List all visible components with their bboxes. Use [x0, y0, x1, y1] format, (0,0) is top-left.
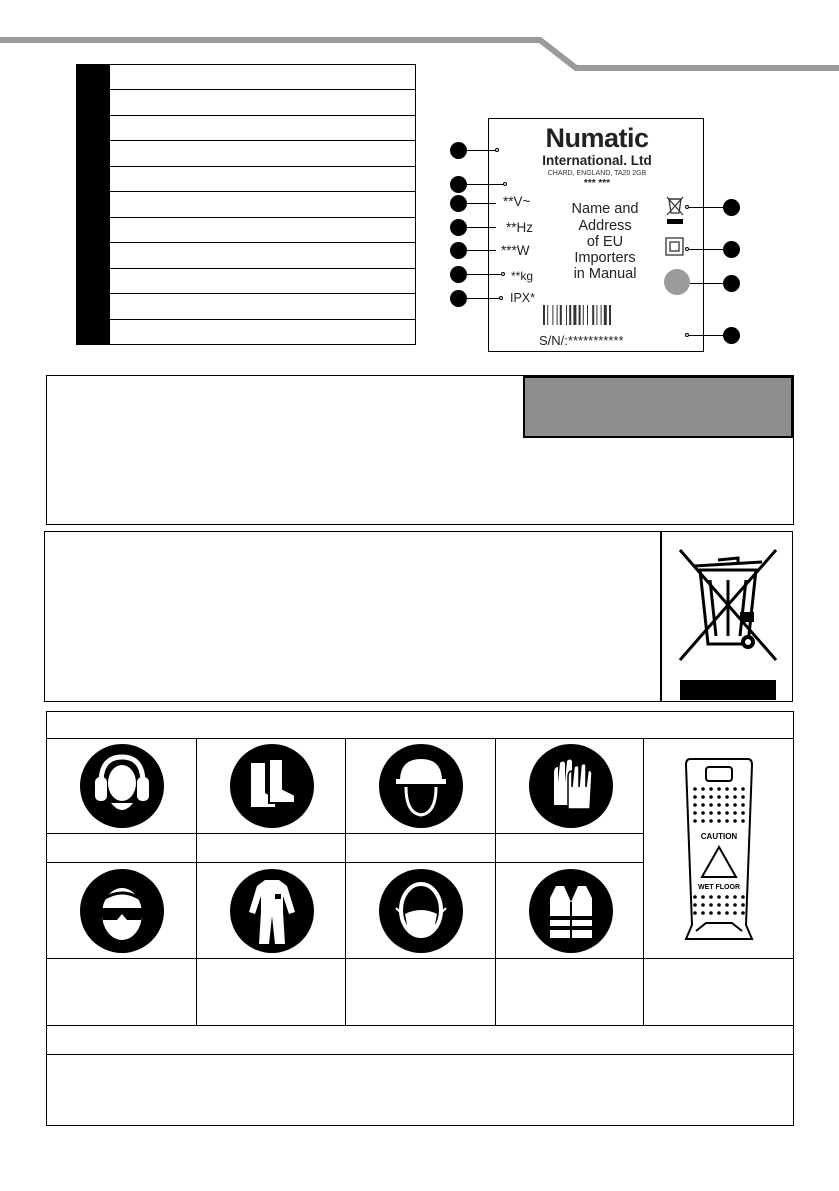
grey-disc-mark	[664, 269, 690, 295]
sign-hole	[701, 903, 705, 907]
sign-hole	[725, 795, 729, 799]
sign-hole	[725, 895, 729, 899]
sign-hole	[693, 819, 697, 823]
ppe-label-cell	[46, 958, 197, 1026]
serial-number: S/N/:***********	[539, 333, 624, 348]
callout-badge	[450, 195, 467, 212]
spec-table-row	[110, 243, 415, 268]
ppe-footer-notes	[46, 1054, 794, 1126]
sign-hole	[701, 803, 705, 807]
sign-hole	[701, 895, 705, 899]
sign-hole	[733, 895, 737, 899]
importer-line: of EU	[586, 234, 624, 250]
leader-line	[688, 335, 724, 336]
sign-hole	[717, 795, 721, 799]
hi-vis-vest-icon	[528, 868, 614, 954]
ip-rating-label: IPX*	[510, 291, 536, 305]
weee-mini-icon	[665, 195, 685, 225]
spec-table-row	[110, 192, 415, 217]
grey-header-tab	[523, 376, 793, 438]
sign-hole	[725, 787, 729, 791]
sign-hole	[693, 787, 697, 791]
importer-line: in Manual	[573, 266, 637, 282]
ear-protection-icon	[79, 743, 165, 829]
crossed-out-wheelie-bin-icon	[670, 540, 786, 700]
ppe-label-cell	[196, 833, 346, 863]
barcode-bar	[566, 305, 567, 325]
sign-hole	[693, 803, 697, 807]
sign-hole	[725, 911, 729, 915]
leader-line	[688, 249, 724, 250]
barcode-bar	[609, 305, 611, 325]
leader-line	[466, 250, 496, 251]
sign-hole	[701, 811, 705, 815]
callout-badge	[723, 327, 740, 344]
power-label: ***W	[501, 243, 530, 258]
sign-hole	[741, 911, 745, 915]
plate-brand: Numatic	[545, 123, 649, 153]
ppe-label-cell	[196, 958, 346, 1026]
sign-hole	[717, 819, 721, 823]
spec-table-row	[110, 141, 415, 166]
barcode-bar	[579, 305, 581, 325]
barcode-bar	[569, 305, 571, 325]
leader-dot	[503, 182, 507, 186]
sign-hole	[733, 819, 737, 823]
sign-hole	[717, 895, 721, 899]
spec-table-row	[110, 167, 415, 192]
face-mask-icon	[378, 868, 464, 954]
barcode	[543, 305, 639, 325]
importer-line: Address	[578, 218, 632, 234]
sign-hole	[693, 795, 697, 799]
sign-hole	[693, 811, 697, 815]
sign-hole	[725, 903, 729, 907]
leader-dot	[495, 148, 499, 152]
plate-company: International. Ltd	[542, 153, 652, 168]
sign-hole	[717, 811, 721, 815]
sign-hole	[741, 895, 745, 899]
sign-hole	[717, 803, 721, 807]
sign-hole	[717, 787, 721, 791]
sign-hole	[741, 795, 745, 799]
plate-model-code: *** ***	[583, 178, 611, 189]
leader-line	[466, 184, 504, 185]
leader-dot	[501, 272, 505, 276]
ppe-label-cell	[495, 833, 644, 863]
barcode-bar	[560, 305, 562, 325]
frequency-label: **Hz	[506, 220, 534, 235]
leader-line	[466, 150, 496, 151]
sign-hole	[741, 903, 745, 907]
weight-label: **kg	[511, 269, 534, 283]
sign-hole	[709, 811, 713, 815]
barcode-bar	[604, 305, 607, 325]
leader-dot	[685, 205, 689, 209]
caution-sign-bottom-text: WET FLOOR	[698, 884, 740, 891]
barcode-bar	[592, 305, 594, 325]
spec-table	[76, 64, 416, 345]
barcode-bar	[596, 305, 597, 325]
leader-dot	[685, 333, 689, 337]
sign-hole	[709, 795, 713, 799]
spec-table-row	[110, 218, 415, 243]
barcode-bar	[552, 305, 553, 325]
sign-hole	[701, 795, 705, 799]
ppe-header-bar	[46, 711, 794, 739]
sign-hole	[709, 787, 713, 791]
plate-address: CHARD, ENGLAND, TA20 2GB	[547, 170, 647, 177]
barcode-bar	[573, 305, 576, 325]
ppe-cell	[196, 862, 346, 959]
callout-badge	[723, 241, 740, 258]
barcode-bar	[583, 305, 584, 325]
callout-badge	[450, 142, 467, 159]
ppe-label-cell	[345, 833, 496, 863]
importer-line: Name and	[571, 201, 639, 217]
sign-hole	[693, 895, 697, 899]
sign-hole	[733, 787, 737, 791]
safety-glasses-icon	[79, 868, 165, 954]
ppe-cell	[46, 738, 197, 834]
importer-line: Importers	[574, 250, 636, 266]
protective-overalls-icon	[229, 868, 315, 954]
callout-badge	[450, 290, 467, 307]
ppe-label-cell	[345, 958, 496, 1026]
ppe-cell	[495, 738, 644, 834]
ppe-cell	[345, 862, 496, 959]
sign-hole	[717, 903, 721, 907]
sign-hole	[733, 811, 737, 815]
safety-boots-icon	[229, 743, 315, 829]
spec-table-row	[110, 90, 415, 115]
sign-hole	[733, 903, 737, 907]
spec-table-row	[110, 269, 415, 294]
ppe-label-cell	[46, 833, 197, 863]
spec-table-key-column	[77, 65, 110, 344]
callout-badge	[723, 199, 740, 216]
ppe-cell	[495, 862, 644, 959]
sign-hole	[709, 903, 713, 907]
sign-hole	[741, 819, 745, 823]
leader-dot	[499, 296, 503, 300]
caution-sign-top-text: CAUTION	[700, 832, 738, 841]
ppe-cell-caution-sign	[643, 738, 794, 959]
hard-hat-icon	[378, 743, 464, 829]
sign-hole	[701, 911, 705, 915]
leader-dot	[685, 247, 689, 251]
sign-hole	[709, 911, 713, 915]
sign-hole	[741, 787, 745, 791]
spec-table-row	[110, 294, 415, 319]
sign-hole	[733, 803, 737, 807]
barcode-bar	[547, 305, 548, 325]
ppe-footer-header	[46, 1025, 794, 1055]
leader-line	[690, 283, 724, 284]
rating-plate	[488, 118, 704, 352]
sign-hole	[709, 819, 713, 823]
sign-hole	[733, 911, 737, 915]
ppe-cell	[46, 862, 197, 959]
sign-hole	[725, 811, 729, 815]
sign-hole	[701, 787, 705, 791]
leader-line	[466, 298, 500, 299]
leader-line	[466, 203, 496, 204]
callout-badge	[723, 275, 740, 292]
leader-line	[466, 274, 502, 275]
leader-line	[466, 227, 496, 228]
sign-hole	[709, 895, 713, 899]
ppe-label-cell	[643, 958, 794, 1026]
spec-table-row	[110, 320, 415, 344]
barcode-bar	[587, 305, 588, 325]
sign-hole	[725, 819, 729, 823]
sign-hole	[741, 803, 745, 807]
voltage-label: **V~	[503, 194, 531, 209]
callout-badge	[450, 242, 467, 259]
barcode-bar	[543, 305, 545, 325]
leader-line	[688, 207, 724, 208]
barcode-bar	[557, 305, 558, 325]
barcode-bar	[601, 305, 602, 325]
ppe-cell	[196, 738, 346, 834]
sign-hole	[741, 811, 745, 815]
sign-hole	[701, 819, 705, 823]
weee-symbol-box	[661, 531, 793, 702]
sign-hole	[693, 903, 697, 907]
spec-table-row	[110, 65, 415, 90]
sign-hole	[717, 911, 721, 915]
sign-hole	[733, 795, 737, 799]
callout-badge	[450, 266, 467, 283]
double-insulation-icon	[665, 237, 684, 256]
ppe-label-cell	[495, 958, 644, 1026]
callout-badge	[450, 219, 467, 236]
spec-table-row	[110, 116, 415, 141]
safety-gloves-icon	[528, 743, 614, 829]
sign-hole	[725, 803, 729, 807]
ppe-cell	[345, 738, 496, 834]
callout-badge	[450, 176, 467, 193]
sign-hole	[709, 803, 713, 807]
wet-floor-caution-sign-icon	[682, 755, 756, 945]
disposal-text-box	[44, 531, 661, 702]
sign-hole	[693, 911, 697, 915]
